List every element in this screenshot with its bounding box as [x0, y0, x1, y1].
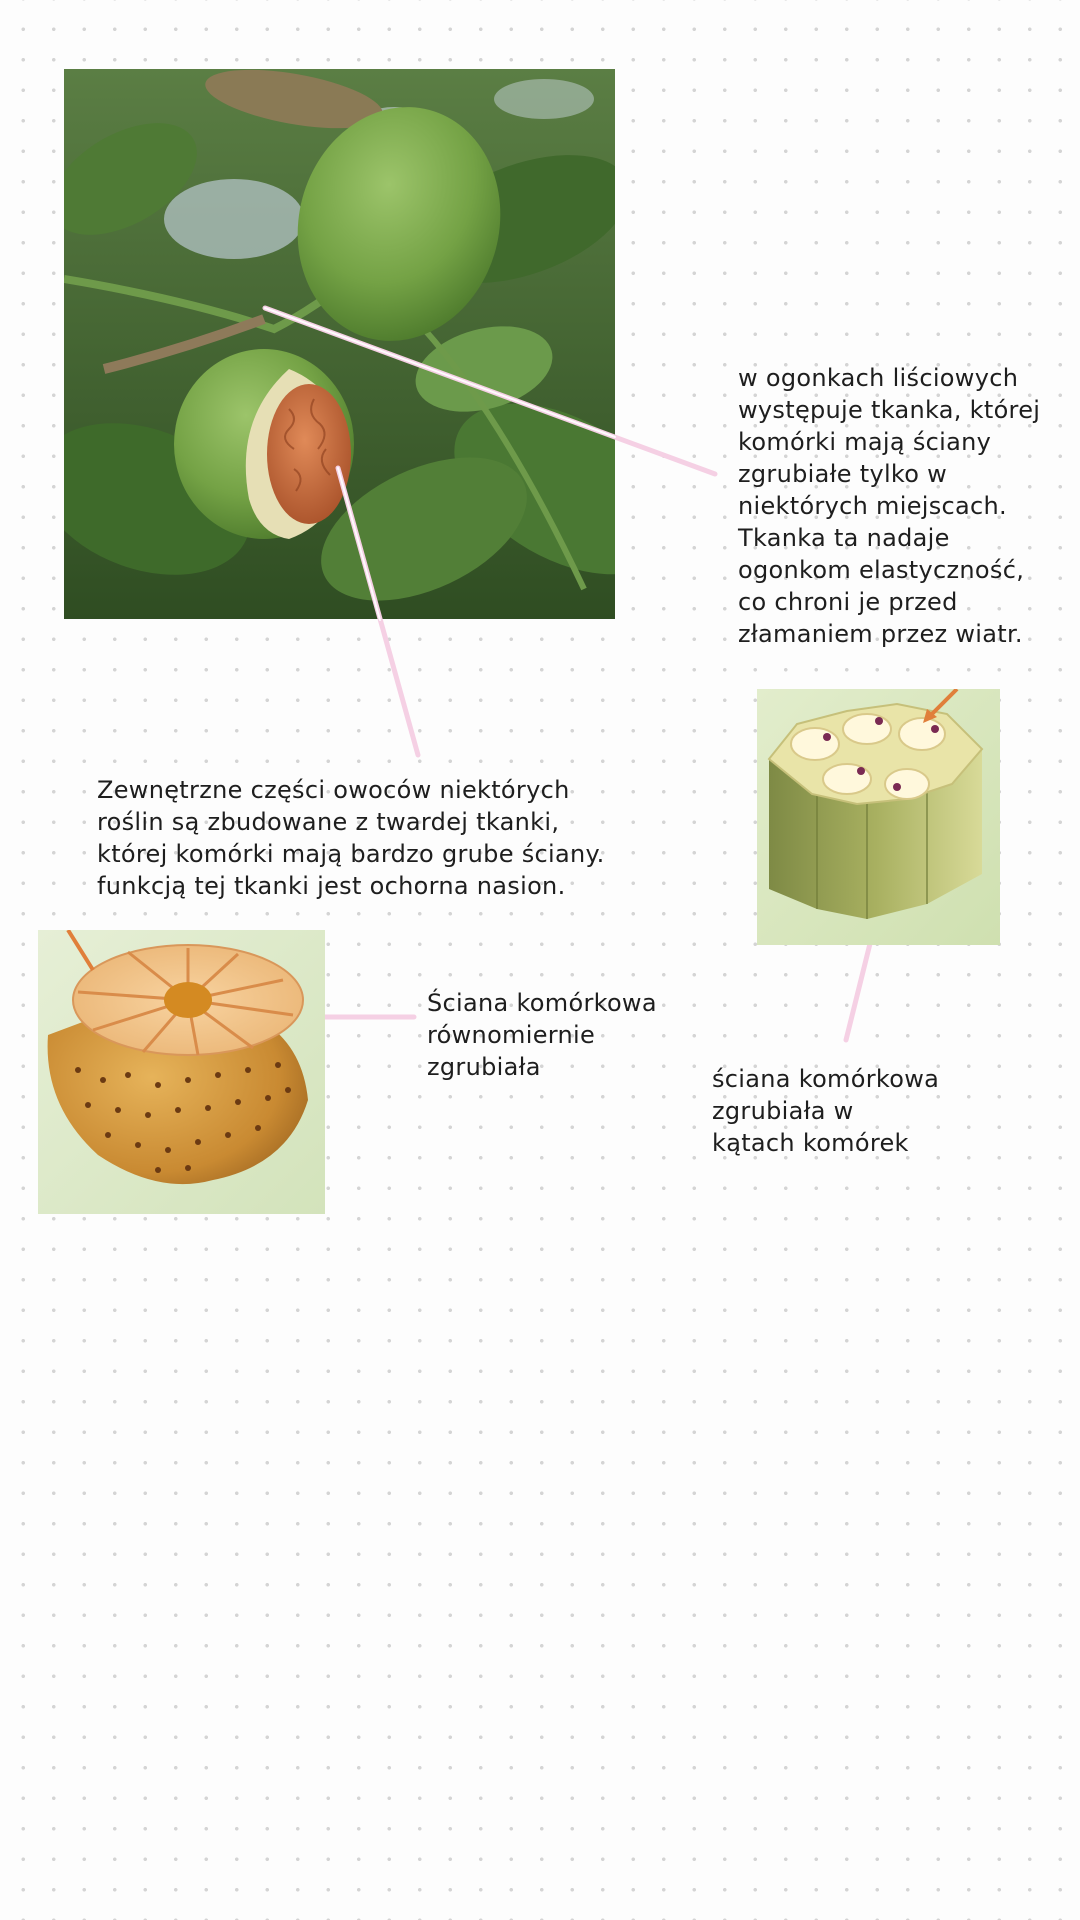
sclereid-illustration	[38, 930, 325, 1214]
uniform-wall-label: Ściana komórkowa równomiernie zgrubiała	[427, 989, 657, 1081]
collenchyma-illustration	[757, 689, 1000, 945]
corner-wall-label: ściana komórkowa zgrubiała w kątach komórek	[712, 1065, 940, 1157]
collenchyma-description: w ogonkach liściowych występuje tkanka, której komórki mają ściany zgrubiałe tylko w niektórych miejscach. Tkanka ta nadaje ogonkom elastyczność, co chroni je przed złamaniem przez wiatr.	[738, 364, 1041, 648]
sclerenchyma-description: Zewnętrzne części owoców niektórych roślin są zbudowane z twardej tkanki, której komórki mają bardzo grube ściany. funkcją tej tkanki jest ochorna nasion.	[97, 776, 605, 900]
walnut-photo	[64, 69, 615, 619]
